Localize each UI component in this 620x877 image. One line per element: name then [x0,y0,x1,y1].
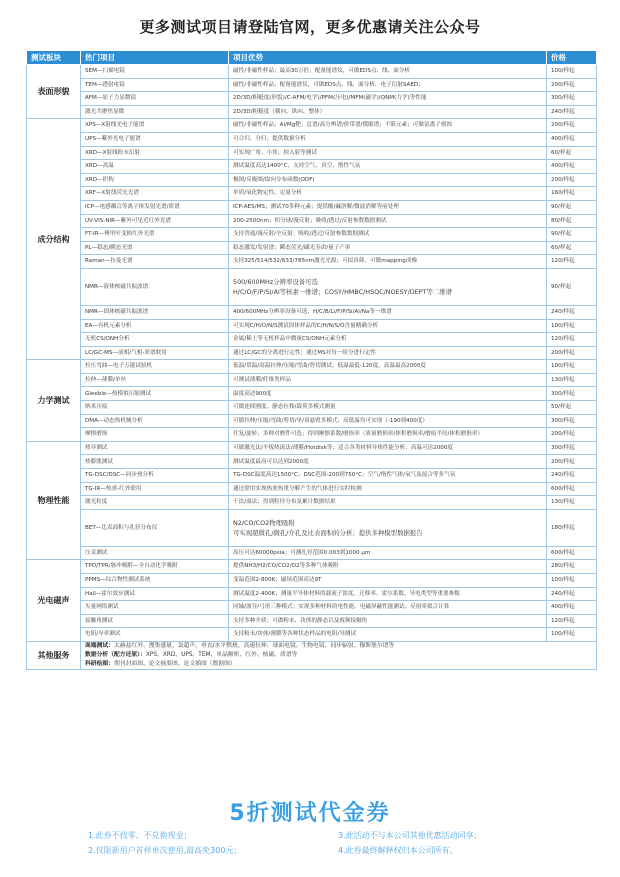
project-name: EA—有机元素分析 [81,319,229,333]
table-row [27,214,597,228]
project-advantage: 支持多种介质；可做粉末、块体的静态以及视频接触角 [229,614,547,628]
other-services-content [81,641,597,669]
table-row [27,455,597,469]
project-advantage: 干法/湿法；得到粒径分布及累计数据结果 [229,496,547,510]
project-name: 拉伸—薄膜/单丝 [81,373,229,387]
project-name: BET—比表面积与孔径分布仪 [81,509,229,546]
project-price: 600/样起 [547,546,597,560]
project-advantage: 通过联用实现热重热重分解产生的气体进行实时检测 [229,482,547,496]
section-category: 力学测试 [27,360,81,442]
project-advantage: 变温范围2-800K；磁场范围高达9T [229,574,547,588]
table-header-row [27,51,597,65]
project-price: 100/样起 [547,628,597,642]
section-category: 成分结构 [27,119,81,360]
project-price: 300/样起 [547,387,597,401]
project-name: TEM—透射电镜 [81,78,229,92]
project-name: XRD—织构 [81,173,229,187]
project-name: TG-DSC/DSC—同步热分析 [81,469,229,483]
project-advantage: 200-2500nm；积分球/漫反射；吸收/透过/反射参数数据测试 [229,214,547,228]
project-price: 100/样起 [547,574,597,588]
project-price: 100/样起 [547,65,597,79]
project-price: 200/样起 [547,173,597,187]
project-price: 200/样起 [547,119,597,133]
table-row [27,546,597,560]
project-price: 120/样起 [547,614,597,628]
project-name: PPMS—综合物性测试系统 [81,574,229,588]
other-service-label: 科研绘图： [85,660,114,667]
section-category: 表面形貌 [27,65,81,119]
project-price: 300/样起 [547,414,597,428]
project-price: 240/样起 [547,305,597,319]
table-row [27,614,597,628]
project-advantage: 可做连续刚度、静态位移/载荷多模式测量 [229,401,547,415]
project-name: NMR—液体核磁共振波谱 [81,268,229,305]
project-advantage: 通过LC/GC的分离进行定性；通过MS对每一组分进行定性 [229,346,547,360]
project-advantage: 支持325/514/532/633/785nm激光光源；可拟真筛、可做mapping成像 [229,255,547,269]
table-row [27,305,597,319]
project-name: XRD—X射线粉末衍射 [81,146,229,160]
project-name: DMA—动态热机械分析 [81,414,229,428]
project-price: 240/样起 [547,469,597,483]
table-row [27,441,597,455]
project-price: 400/样起 [547,132,597,146]
project-advantage [229,509,547,546]
other-service-text: 期刊封面图、论文摘要图、论文插图（数据图） [114,660,236,667]
table-row [27,574,597,588]
table-row [27,373,597,387]
project-advantage: 单质/氧化物定性、定量分析 [229,187,547,201]
project-price: 90/样起 [547,228,597,242]
section-category: 光电磁声 [27,560,81,642]
advantage-line: 可实现超微孔/微孔/介孔及比表面积的分析；提供多种模型数据报告 [233,528,423,537]
project-advantage: 提供NH3/H2/CO/CO2/O2等多种气体吸附 [229,560,547,574]
project-name: ICP—电感耦合等离子体发射光谱/质谱 [81,200,229,214]
other-service-label: 高端测试： [85,642,114,649]
table-row [27,469,597,483]
project-advantage: 支持普通/漫反射/全反射；吸收/透过/反射参数数据测试 [229,228,547,242]
project-advantage: 磁性/非磁性样品；最高30万倍；配备能谱仪，可做EDS点、线、面分析 [229,65,547,79]
price-table [26,50,597,670]
coupon-note: 1.此券不找零、不兑换现金； [88,831,192,840]
project-name: 压汞测试 [81,546,229,560]
project-price: 300/样起 [547,92,597,106]
project-name: AFM—原子力显微镜 [81,92,229,106]
project-advantage: 400/600MHz分辨率设备可选；H/C/B/Li/F/P/Si/Al/Na等一维谱 [229,305,547,319]
table-row [27,241,597,255]
coupon-note: 2.仅限新用户首样单次使用,最高免300元； [88,846,242,855]
project-advantage: 2D/3D/粗糙度(形貌)/C-AFM/电学)/PFM(压电)/MFM(磁学)/QNM(力学)等性能 [229,92,547,106]
project-advantage: 极图/反极图/取向分布函数(ODF) [229,173,547,187]
table-row [27,387,597,401]
table-row [27,496,597,510]
other-service-line [85,660,592,669]
table-row [27,105,597,119]
coupon-note: 3.此活动不与本公司其他优惠活动同享； [338,831,482,840]
project-name: Raman—拉曼光谱 [81,255,229,269]
table-body [27,65,597,670]
project-price: 400/样起 [547,601,597,615]
project-price: 60/样起 [547,146,597,160]
other-service-line [85,642,592,651]
other-service-line [85,651,592,660]
table-row [27,601,597,615]
project-name: XRD—高温 [81,160,229,174]
other-service-label: 数据分析（配方还原）： [85,651,146,658]
project-advantage: 可测试薄膜/纤维类样品 [229,373,547,387]
project-price: 160/样起 [547,187,597,201]
project-name: XPS—X射线光电子能谱 [81,119,229,133]
table-row [27,78,597,92]
project-advantage: 高压可达60000psia；可测孔径范围0.003到1000 μm [229,546,547,560]
table-row [27,255,597,269]
project-price: 90/样起 [547,200,597,214]
project-advantage: 2D/3D/粗糙度（横向、纵向、整体） [229,105,547,119]
project-name: 矢量网络测试 [81,601,229,615]
project-name: 热膨胀测试 [81,455,229,469]
project-name: 拉压弯曲—电子万能试验机 [81,360,229,374]
project-price: 200/样起 [547,346,597,360]
table-row [27,187,597,201]
project-advantage: 低温/常温/高温拉伸/压缩/弯曲/剪切测试；低温最低-120度，高温最高2000度 [229,360,547,374]
project-advantage: 可做拉伸/压缩/弯曲/剪切/单/双悬臂多模式；高低温均可实现（-190到400度） [229,414,547,428]
coupon-title: 5折测试代金券 [229,801,391,826]
project-advantage: 可合归、分归；提供数据分析 [229,132,547,146]
project-name: 纳米压痕 [81,401,229,415]
project-advantage: 支持粉末/块体/薄膜等各种状态样品的电阻/导测试 [229,628,547,642]
table-row [27,482,597,496]
table-row [27,587,597,601]
project-price: 180/样起 [547,509,597,546]
project-advantage: 可做激光法/平板热流法/薄膜/Hotdisk等；适合各类材料导热性能分析；高温可达2000度 [229,441,547,455]
project-price: 400/样起 [547,160,597,174]
table-row-other-services [27,641,597,669]
table-row [27,200,597,214]
table-row [27,268,597,305]
project-name: Hall—霍尔效应测试 [81,587,229,601]
project-name: PL—稳态/瞬态光谱 [81,241,229,255]
project-advantage [229,268,547,305]
project-name: TG-IR—热重-红外联用 [81,482,229,496]
table-row [27,119,597,133]
page-header: 更多测试项目请登陆官网，更多优惠请关注公众号 [139,18,481,36]
project-name: XRF—X射线荧光光谱 [81,187,229,201]
project-price: 100/样起 [547,360,597,374]
project-advantage: 测试温度2-400K；测量半导体材料的载流子浓度、迁移率、霍尔系数、导电类型等重要参数 [229,587,547,601]
project-price: 300/样起 [547,441,597,455]
coupon-notes [88,830,548,856]
project-name: 摩擦磨损 [81,428,229,442]
project-name: 热导测试 [81,441,229,455]
project-name: 激光共聚焦显微 [81,105,229,119]
project-price: 80/样起 [547,214,597,228]
project-advantage: 磁性/非磁性样品；Al/Mg靶；总谱/高分辨谱/价带谱/俄歇谱；不限元素；可做氩离子刻蚀 [229,119,547,133]
table-row [27,428,597,442]
table-row [27,146,597,160]
project-price: 200/样起 [547,455,597,469]
project-price: 130/样起 [547,496,597,510]
project-name: FT-IR—傅里叶变换红外光谱 [81,228,229,242]
advantage-line: 500/600MHz分辨率设备可选 [233,277,318,286]
project-advantage: 稳态激发/发射谱；瞬态荧光/磷光寿命/量子产率 [229,241,547,255]
advantage-line: H/C/O/F/P/Si/Al等核素一维谱；COSY/HMBC/HSQC/NOESY/DEPT等二维谱 [233,287,453,296]
project-advantage: 同轴/波导/弓形三种模式；实现多种材料的电性能、电磁屏蔽性能测试；反射率拟合计算 [229,601,547,615]
project-price: 50/样起 [547,401,597,415]
column-header-advantage: 项目优势 [229,51,547,65]
project-price: 60/样起 [547,241,597,255]
other-service-text: XPS、XRD、UPS、TEM、单晶解析、红外、核磁、质谱等 [145,651,298,658]
project-name: 接触角测试 [81,614,229,628]
project-price: 240/样起 [547,587,597,601]
advantage-line: N2/CO/CO2物理吸附 [233,518,295,527]
project-advantage: 往复/旋转；多种对磨件可选；得到摩擦系数/磨损率（质量磨损率/体积磨损率/磨痕半径/体积磨损率） [229,428,547,442]
table-row [27,509,597,546]
project-name: TPD/TPR/脉冲吸附—全自动化学吸附 [81,560,229,574]
table-row [27,92,597,106]
table-row [27,160,597,174]
table-row [27,65,597,79]
project-name: 电阻/导率测试 [81,628,229,642]
column-header-project: 热门项目 [81,51,229,65]
coupon-note: 4.此券最终解释权归本公司所有。 [338,846,458,855]
table-row [27,401,597,415]
project-price: 90/样起 [547,268,597,305]
table-row [27,132,597,146]
project-price: 120/样起 [547,333,597,347]
project-price: 280/样起 [547,560,597,574]
project-advantage: 可实现C/H/O/N/S测试固体样品的C/H/N/S/O含量精确分析 [229,319,547,333]
project-advantage: 测试温度最高可以达到2000度 [229,455,547,469]
table-row [27,560,597,574]
project-advantage: 测试温度高达1400°C；支持空气、真空、惰性气氛 [229,160,547,174]
project-price: 240/样起 [547,105,597,119]
column-header-price: 价格 [547,51,597,65]
project-advantage: TG-DSC温度高达1500°C；DSC范围-200到750°C；空气/惰性气体/氧气及混合等多气氛 [229,469,547,483]
project-advantage: 温度高达900度 [229,387,547,401]
other-service-text: 太赫兹红外、搜集感量、氯超声、垂直/水平燃烧、高速拉伸、球面电镜、生物电镜、同步辐射、穆斯堡尔谱等 [114,642,395,649]
table-row [27,346,597,360]
table-row [27,628,597,642]
project-name: UV-VIS-NIR—紫外可见近红外光谱 [81,214,229,228]
project-name: 激光粒度 [81,496,229,510]
table-row [27,173,597,187]
section-category: 物理性能 [27,441,81,560]
table-row [27,360,597,374]
project-name: Gleeble—热模拟压缩测试 [81,387,229,401]
project-advantage: ICP-AES/MS；测试70多种元素；提供酸/碱溶解/微波消解等前处理 [229,200,547,214]
table-row [27,333,597,347]
project-name: LC/GC-MS—液相/气相-质谱联用 [81,346,229,360]
section-category: 其他服务 [27,641,81,669]
project-name: UPS—紫外光电子能谱 [81,132,229,146]
table-row [27,414,597,428]
project-name: NMR—固体核磁共振波谱 [81,305,229,319]
project-price: 200/样起 [547,428,597,442]
project-name: SEM—扫描电镜 [81,65,229,79]
project-advantage: 磁性/非磁性样品；配备能谱仪，可做EDS点、线、面分析，电子衍射SAED； [229,78,547,92]
table-row [27,228,597,242]
project-price: 200/样起 [547,78,597,92]
project-advantage: 可实现广角、小角、掠入射等测试 [229,146,547,160]
project-price: 130/样起 [547,373,597,387]
project-price: 100/样起 [547,319,597,333]
project-price: 600/样起 [547,482,597,496]
project-name: 无机CS/ONH分析 [81,333,229,347]
project-price: 120/样起 [547,255,597,269]
column-header-category: 测试板块 [27,51,81,65]
project-advantage: 金属/稀土等无机样品中微量CS/ONH元素分析 [229,333,547,347]
table-row [27,319,597,333]
